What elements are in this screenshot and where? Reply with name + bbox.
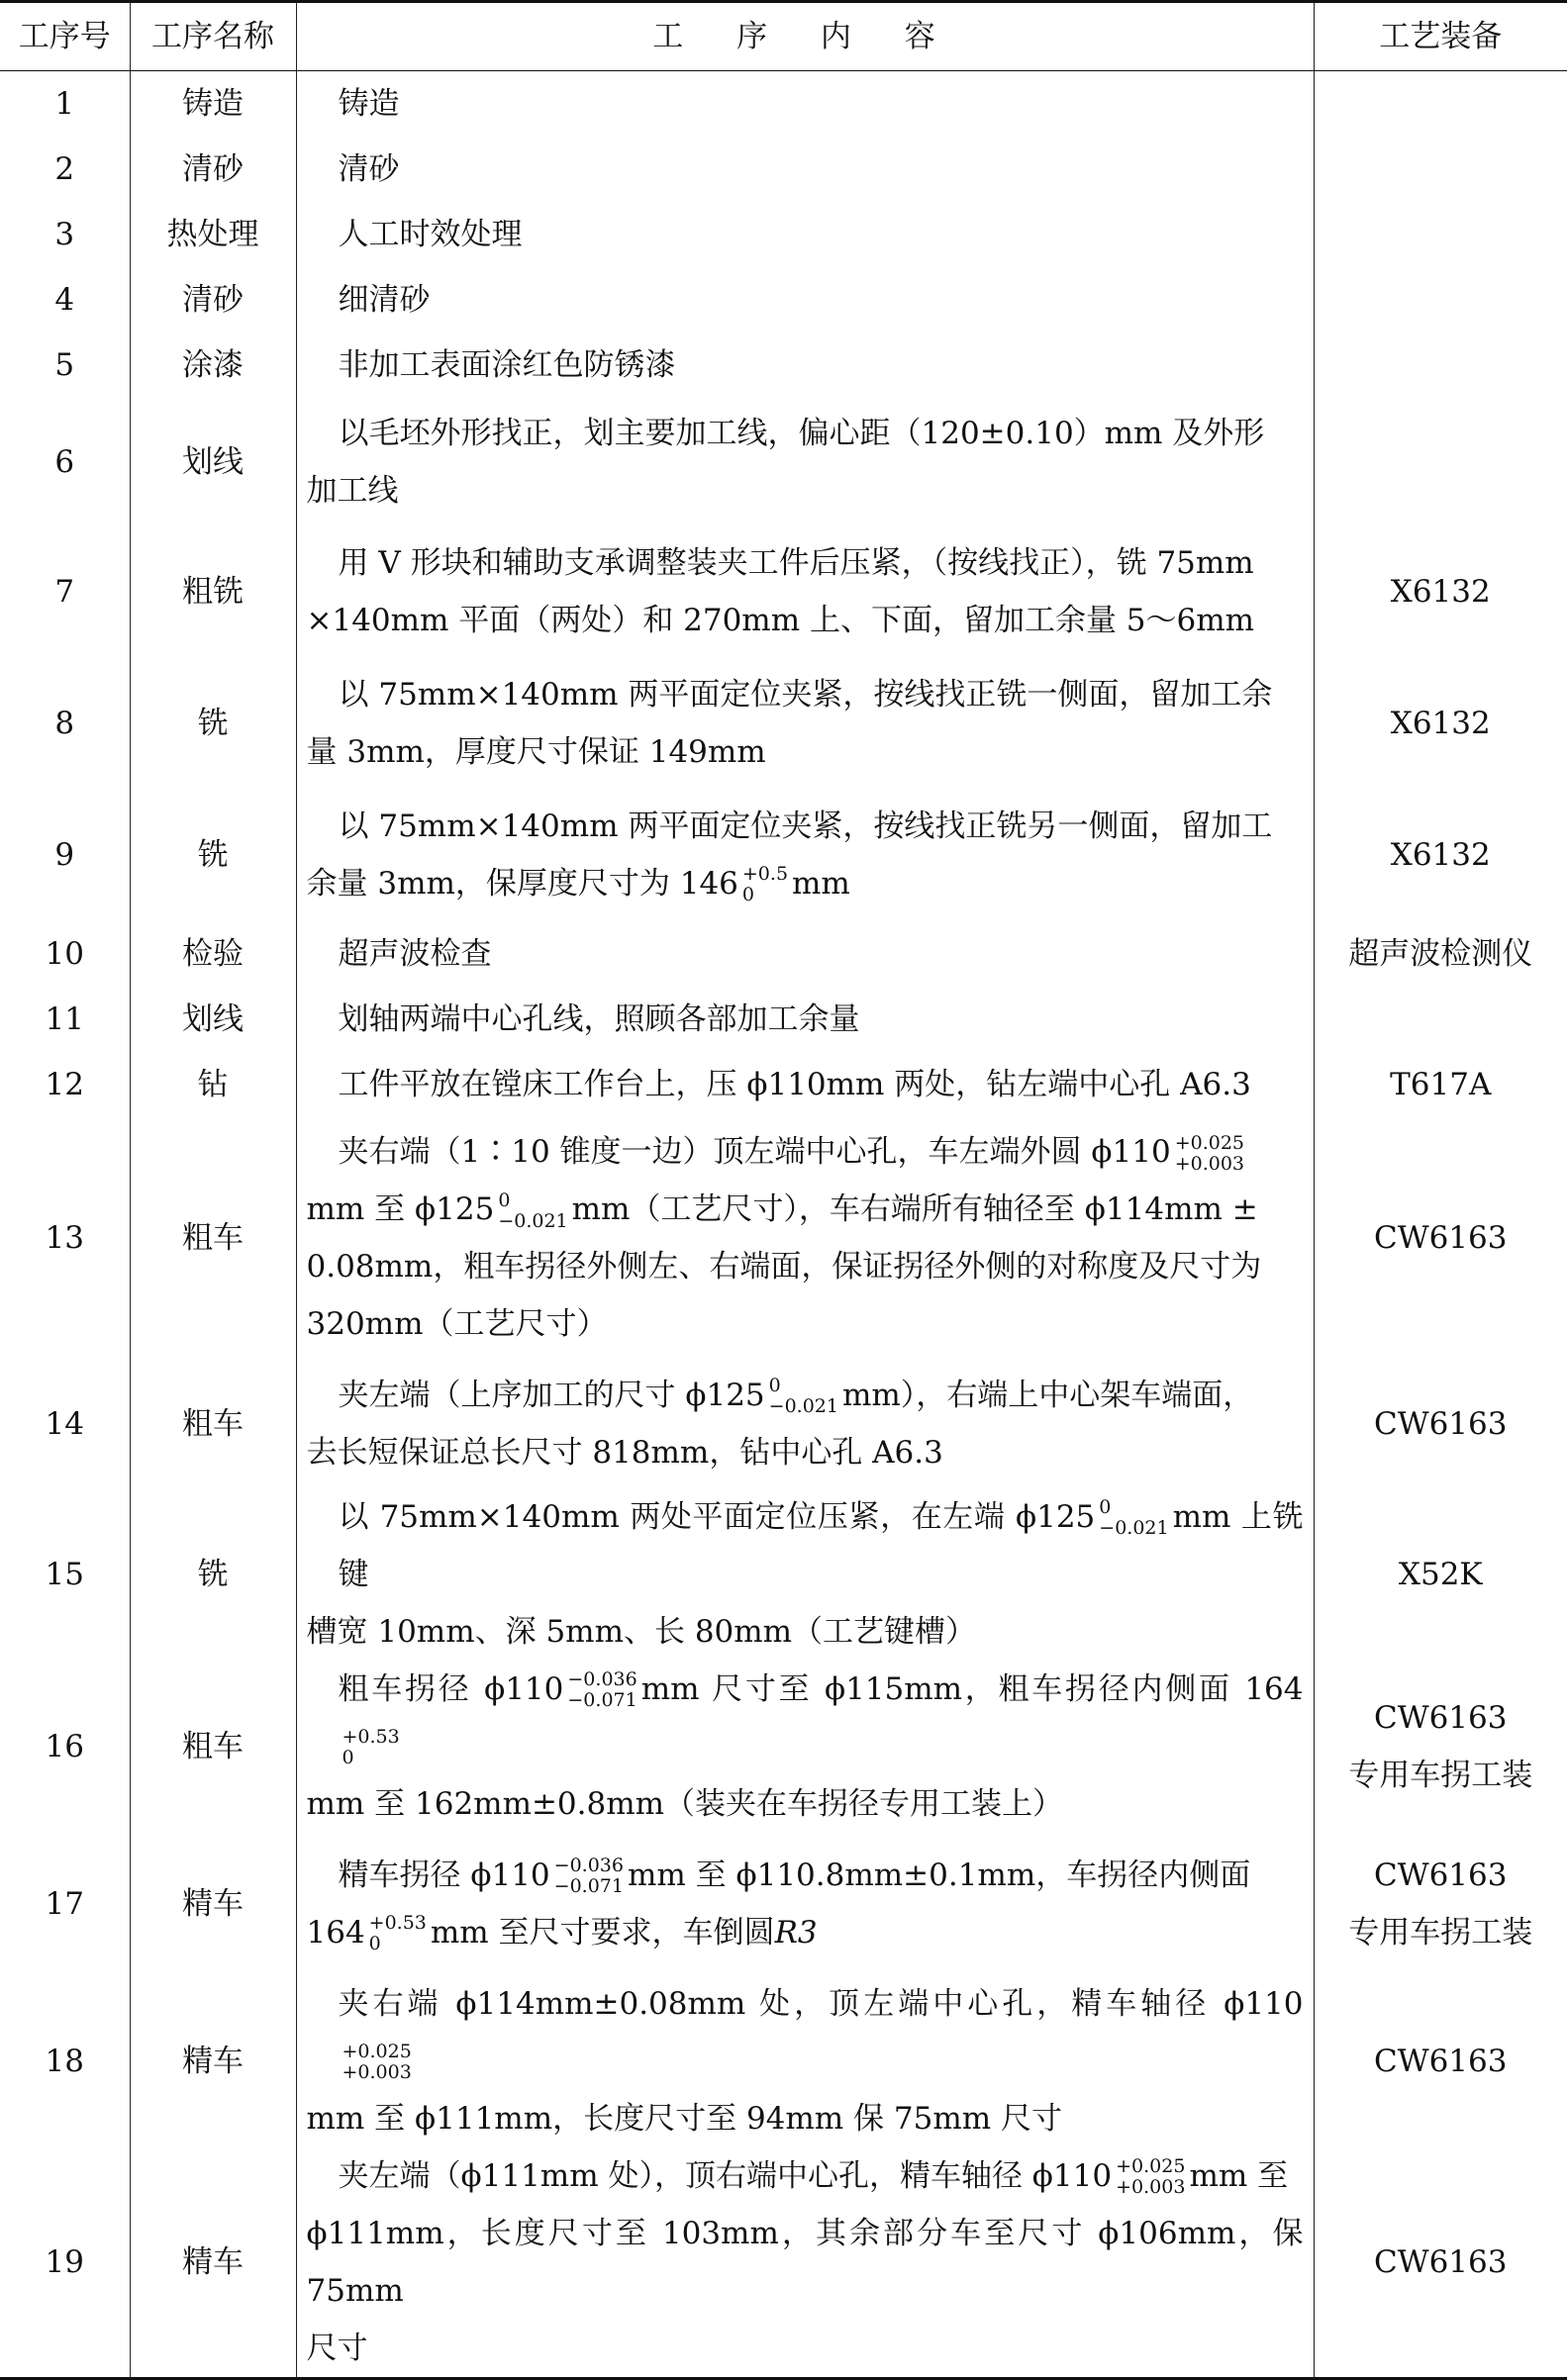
content-text: 精车拐径 ϕ110 <box>339 1857 550 1893</box>
step-no: 2 <box>0 137 130 202</box>
step-content <box>296 789 1314 921</box>
step-no: 13 <box>0 1117 130 1360</box>
step-equipment <box>1314 267 1567 333</box>
step-equipment: CW6163 <box>1314 1360 1567 1488</box>
content-text: mm（工艺尺寸），车右端所有轴径至 ϕ114mm ± <box>572 1191 1258 1227</box>
step-no: 8 <box>0 658 130 789</box>
step-name: 铣 <box>130 789 296 921</box>
table-header <box>0 2 1567 71</box>
content-line: 超声波检查 <box>307 925 1304 983</box>
step-content <box>296 1661 1314 1833</box>
step-equipment: X52K <box>1314 1488 1567 1661</box>
step-equipment <box>1314 1661 1567 1833</box>
content-line <box>307 1367 1304 1424</box>
step-no: 18 <box>0 1975 130 2147</box>
tolerance-lower: −0.071 <box>567 1690 637 1711</box>
content-line <box>307 1975 1304 2090</box>
content-line <box>307 1123 1304 1181</box>
step-no: 10 <box>0 921 130 987</box>
step-name: 精车 <box>130 2147 296 2379</box>
content-line <box>307 1847 1304 1904</box>
content-line: 工件平放在镗床工作台上，压 ϕ110mm 两处，钻左端中心孔 A6.3 <box>307 1056 1304 1113</box>
step-name: 清砂 <box>130 267 296 333</box>
table-row <box>0 1975 1567 2147</box>
step-equipment: CW6163 <box>1314 1975 1567 2147</box>
tolerance <box>1175 1133 1244 1175</box>
header-row <box>0 2 1567 71</box>
step-content <box>296 1117 1314 1360</box>
content-line: mm 至 ϕ111mm，长度尺寸至 94mm 保 75mm 尺寸 <box>307 2090 1304 2147</box>
tolerance-upper: +0.025 <box>343 2042 412 2062</box>
step-content <box>296 1488 1314 1661</box>
content-line <box>307 2147 1304 2205</box>
tolerance-lower: −0.021 <box>769 1396 838 1417</box>
content-text: mm <box>792 866 850 902</box>
step-name: 钻 <box>130 1052 296 1117</box>
content-line: 清砂 <box>307 141 1304 198</box>
step-no: 16 <box>0 1661 130 1833</box>
table-row <box>0 2147 1567 2379</box>
step-content <box>296 2147 1314 2379</box>
header-equipment: 工艺装备 <box>1314 2 1567 71</box>
content-line: 去长短保证总长尺寸 818mm，钻中心孔 A6.3 <box>307 1424 1304 1481</box>
table-row <box>0 1052 1567 1117</box>
content-line: mm 至 162mm±0.8mm（装夹在车拐径专用工装上） <box>307 1775 1304 1833</box>
step-no: 3 <box>0 202 130 267</box>
tolerance-upper: +0.025 <box>1116 2156 1185 2177</box>
tolerance-lower: −0.071 <box>554 1876 624 1897</box>
table-row <box>0 1488 1567 1661</box>
step-content <box>296 1975 1314 2147</box>
tolerance-upper: 0 <box>498 1190 567 1211</box>
table-body <box>0 71 1567 2379</box>
step-name: 涂漆 <box>130 333 296 398</box>
step-content <box>296 658 1314 789</box>
content-line: 加工线 <box>307 462 1304 520</box>
step-content <box>296 267 1314 333</box>
content-text: 粗车拐径 ϕ110 <box>339 1671 564 1707</box>
content-line: ×140mm 平面（两处）和 270mm 上、下面，留加工余量 5～6mm <box>307 592 1304 649</box>
table-row <box>0 987 1567 1052</box>
step-content <box>296 526 1314 658</box>
tolerance-lower: +0.003 <box>1175 1154 1244 1175</box>
tolerance <box>554 1856 624 1897</box>
tolerance <box>369 1913 427 1954</box>
step-equipment: CW6163 <box>1314 1117 1567 1360</box>
content-text: 余量 3mm，保厚度尺寸为 146 <box>307 866 738 902</box>
step-content <box>296 921 1314 987</box>
step-name: 检验 <box>130 921 296 987</box>
step-content <box>296 1052 1314 1117</box>
content-line: 划轴两端中心孔线，照顾各部加工余量 <box>307 991 1304 1048</box>
header-step-name: 工序名称 <box>130 2 296 71</box>
table-row <box>0 789 1567 921</box>
step-equipment <box>1314 202 1567 267</box>
tolerance-upper: −0.036 <box>567 1669 637 1690</box>
step-no: 4 <box>0 267 130 333</box>
table-row <box>0 1661 1567 1833</box>
step-name: 精车 <box>130 1975 296 2147</box>
tolerance <box>498 1190 567 1232</box>
step-equipment: T617A <box>1314 1052 1567 1117</box>
content-text: mm 上铣键 <box>339 1499 1304 1592</box>
tolerance <box>567 1669 637 1711</box>
step-content <box>296 398 1314 526</box>
step-no: 15 <box>0 1488 130 1661</box>
content-line: 非加工表面涂红色防锈漆 <box>307 336 1304 394</box>
table-row <box>0 921 1567 987</box>
content-text: mm），右端上中心架车端面， <box>842 1378 1253 1413</box>
tolerance-lower: +0.003 <box>1116 2177 1185 2198</box>
step-equipment: CW6163 <box>1314 2147 1567 2379</box>
step-no: 11 <box>0 987 130 1052</box>
table-row <box>0 1360 1567 1488</box>
content-text: 164 <box>307 1915 365 1951</box>
step-equipment: X6132 <box>1314 526 1567 658</box>
table-row <box>0 1833 1567 1975</box>
table-row <box>0 1117 1567 1360</box>
step-name: 粗车 <box>130 1117 296 1360</box>
table-row <box>0 71 1567 137</box>
step-equipment <box>1314 137 1567 202</box>
step-name: 铣 <box>130 658 296 789</box>
step-no: 7 <box>0 526 130 658</box>
table-row <box>0 202 1567 267</box>
tolerance <box>343 1727 400 1768</box>
step-name: 粗车 <box>130 1661 296 1833</box>
header-step-content <box>296 2 1314 71</box>
content-text: 夹左端（上序加工的尺寸 ϕ125 <box>339 1378 765 1413</box>
content-line: 细清砂 <box>307 271 1304 329</box>
step-no: 1 <box>0 71 130 137</box>
content-line: 以 75mm×140mm 两平面定位夹紧，按线找正铣一侧面，留加工余 <box>307 666 1304 723</box>
content-text: 夹右端 ϕ114mm±0.08mm 处，顶左端中心孔，精车轴径 ϕ110 <box>339 1986 1304 2022</box>
content-text: 夹左端（ϕ111mm 处），顶右端中心孔，精车轴径 ϕ110 <box>339 2158 1113 2194</box>
tolerance-lower: 0 <box>343 1748 400 1768</box>
content-line <box>307 855 1304 912</box>
content-line <box>307 1488 1304 1603</box>
step-name: 粗车 <box>130 1360 296 1488</box>
content-line: ϕ111mm，长度尺寸至 103mm，其余部分车至尺寸 ϕ106mm，保 75mm <box>307 2205 1304 2320</box>
content-line: 0.08mm，粗车拐径外侧左、右端面，保证拐径外侧的对称度及尺寸为 <box>307 1238 1304 1295</box>
step-name: 热处理 <box>130 202 296 267</box>
content-line: 以 75mm×140mm 两平面定位夹紧，按线找正铣另一侧面，留加工 <box>307 798 1304 855</box>
step-no: 5 <box>0 333 130 398</box>
content-line <box>307 1904 1304 1961</box>
content-line: 铸造 <box>307 75 1304 133</box>
equipment-line: 专用车拐工装 <box>1315 1904 1567 1961</box>
step-content <box>296 333 1314 398</box>
tolerance <box>769 1376 838 1417</box>
content-line <box>307 1181 1304 1238</box>
table-row <box>0 267 1567 333</box>
tolerance-upper: 0 <box>1099 1497 1168 1518</box>
content-text: mm 至 ϕ125 <box>307 1191 495 1227</box>
table-row <box>0 658 1567 789</box>
equipment-line: CW6163 <box>1315 1847 1567 1904</box>
content-line <box>307 1661 1304 1775</box>
content-text: 夹右端（1∶10 锥度一边）顶左端中心孔，车左端外圆 ϕ110 <box>339 1134 1171 1170</box>
tolerance <box>1099 1497 1168 1539</box>
step-no: 9 <box>0 789 130 921</box>
content-line: 槽宽 10mm、深 5mm、长 80mm（工艺键槽） <box>307 1603 1304 1661</box>
tolerance-upper: +0.53 <box>369 1913 427 1934</box>
table-row <box>0 137 1567 202</box>
step-no: 17 <box>0 1833 130 1975</box>
step-no: 14 <box>0 1360 130 1488</box>
table-row <box>0 526 1567 658</box>
content-line: 用 V 形块和辅助支承调整装夹工件后压紧，（按线找正），铣 75mm <box>307 534 1304 592</box>
step-equipment <box>1314 1833 1567 1975</box>
content-line: 尺寸 <box>307 2320 1304 2377</box>
step-no: 19 <box>0 2147 130 2379</box>
step-equipment <box>1314 987 1567 1052</box>
content-text: mm 至 <box>1189 2158 1288 2194</box>
content-text: mm 尺寸至 ϕ115mm，粗车拐径内侧面 164 <box>641 1671 1304 1707</box>
equipment-line: CW6163 <box>1315 1689 1567 1747</box>
step-name: 粗铣 <box>130 526 296 658</box>
step-name: 划线 <box>130 987 296 1052</box>
content-text: 以 75mm×140mm 两处平面定位压紧，在左端 ϕ125 <box>339 1499 1096 1535</box>
step-content <box>296 137 1314 202</box>
tolerance-lower: +0.003 <box>343 2062 412 2083</box>
step-equipment <box>1314 333 1567 398</box>
content-line: 量 3mm，厚度尺寸保证 149mm <box>307 723 1304 781</box>
step-no: 12 <box>0 1052 130 1117</box>
tolerance-lower: 0 <box>369 1934 427 1954</box>
step-name: 铸造 <box>130 71 296 137</box>
step-no: 6 <box>0 398 130 526</box>
content-text: mm 至 ϕ110.8mm±0.1mm，车拐径内侧面 <box>628 1857 1250 1893</box>
step-equipment: X6132 <box>1314 789 1567 921</box>
tolerance <box>343 2042 412 2083</box>
tolerance-lower: −0.021 <box>498 1211 567 1232</box>
step-equipment: 超声波检测仪 <box>1314 921 1567 987</box>
table-row <box>0 333 1567 398</box>
step-equipment <box>1314 71 1567 137</box>
content-text: R3 <box>775 1915 818 1951</box>
content-text: mm 至尺寸要求，车倒圆 <box>431 1915 775 1951</box>
step-name: 划线 <box>130 398 296 526</box>
step-content <box>296 1833 1314 1975</box>
equipment-line: 专用车拐工装 <box>1315 1747 1567 1804</box>
tolerance <box>742 864 788 905</box>
step-equipment <box>1314 398 1567 526</box>
step-content <box>296 202 1314 267</box>
tolerance-upper: −0.036 <box>554 1856 624 1876</box>
step-content <box>296 71 1314 137</box>
content-line: 以毛坯外形找正，划主要加工线，偏心距（120±0.10）mm 及外形 <box>307 405 1304 462</box>
content-line: 320mm（工艺尺寸） <box>307 1295 1304 1353</box>
step-name: 精车 <box>130 1833 296 1975</box>
tolerance-upper: +0.53 <box>343 1727 400 1748</box>
step-content <box>296 1360 1314 1488</box>
step-content <box>296 987 1314 1052</box>
tolerance <box>1116 2156 1185 2198</box>
step-name: 清砂 <box>130 137 296 202</box>
tolerance-upper: +0.5 <box>742 864 788 885</box>
tolerance-lower: 0 <box>742 885 788 905</box>
table-row <box>0 398 1567 526</box>
tolerance-lower: −0.021 <box>1099 1518 1168 1539</box>
content-line: 人工时效处理 <box>307 206 1304 263</box>
tolerance-upper: +0.025 <box>1175 1133 1244 1154</box>
tolerance-upper: 0 <box>769 1376 838 1396</box>
step-equipment: X6132 <box>1314 658 1567 789</box>
step-name: 铣 <box>130 1488 296 1661</box>
header-step-no: 工序号 <box>0 2 130 71</box>
header-step-content-label: 工 序 内 容 <box>652 19 957 54</box>
